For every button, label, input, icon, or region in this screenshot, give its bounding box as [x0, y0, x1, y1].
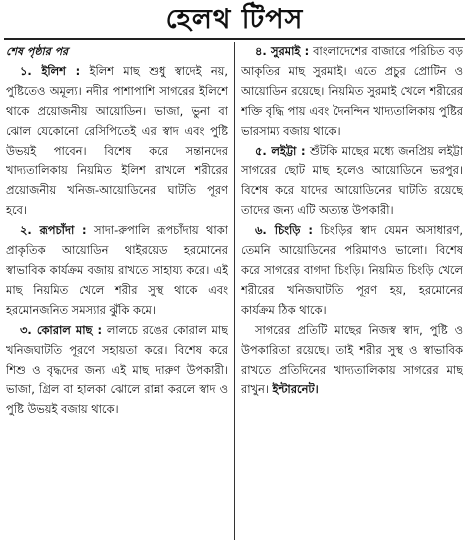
tip-rupchanda-heading: ২. রূপচাঁদা :: [20, 223, 87, 238]
tip-koral: [6, 321, 228, 421]
closing-body: সাগরের প্রতিটি মাছের নিজস্ব স্বাদ, পুষ্টি ও উপকারিতা রয়েছে। তাই শরীর সুস্থ ও স্বাভাবিক রাখতে প্রতিদিনের খাদ্যতালিকায় সাগরের মাছ রাখুন।: [241, 322, 463, 397]
tip-surmai-body: বাংলাদেশের বাজারে পরিচিত বড় আকৃতির মাছ সুরমাই। এতে প্রচুর প্রোটিন ও আয়োডিন রয়েছে। নিয়মিত সুরমাই খেলে শরীরের শক্তি বৃদ্ধি পায় এবং দৈনন্দিন খাদ্যতালিকায় পুষ্টির ভারসাম্য বজায় থাকে।: [241, 44, 463, 138]
banner: [4, 2, 465, 40]
right-column: [241, 42, 463, 540]
column-divider: [234, 42, 235, 540]
tip-ilish: [6, 62, 228, 221]
tip-chingri-body: চিংড়ির স্বাদ যেমন অসাধারণ, তেমনি আয়োডিনের পরিমাণও ভালো। বিশেষ করে সাগরের বাগদা চিংড়ি। নিয়মিত চিংড়ি খেলে শরীরের খনিজঘাটতি পূরণ হয়, হরমোনের কার্যক্রম ঠিক থাকে।: [241, 223, 463, 317]
tip-ilish-heading: ১. ইলিশ :: [20, 63, 81, 78]
tip-koral-heading: ৩. কোরাল মাছ :: [20, 322, 103, 337]
continued-note: শেষ পৃষ্ঠার পর: [6, 45, 69, 58]
source-credit: ইন্টারনেট।: [272, 382, 319, 397]
closing-paragraph: [241, 321, 463, 401]
tip-ilish-body: ইলিশ মাছ শুধু স্বাদেই নয়, পুষ্টিতেও অমূল্য। নদীর পাশাপাশি সাগরের ইলিশে থাকে প্রয়োজনীয় আয়োডিন। ভাজা, ভুনা বা ঝোল যেকোনো রেসিপিতেই এর স্বাদ এবং পুষ্টি উভয়ই পাবেন। বিশেষ করে সন্তানদের খাদ্যতালিকায় নিয়মিত ইলিশ রাখলে শরীরের প্রয়োজনীয় খনিজ-আয়োডিনের ঘাটতি পূরণ হবে।: [6, 63, 228, 218]
tip-chingri: [241, 221, 463, 321]
left-column: [6, 42, 228, 540]
tip-koral-body: লালচে রঙের কোরাল মাছ খনিজঘাটতি পূরণে সহায়তা করে। বিশেষ করে শিশু ও বৃদ্ধদের জন্য এই মাছ দারুণ উপকারী। ভাজা, গ্রিল বা হালকা ঝোলে রান্না করলে স্বাদ ও পুষ্টি উভয়ই বজায় থাকে।: [6, 322, 228, 417]
tip-loitta: [241, 142, 463, 222]
tip-surmai-heading: ৪. সুরমাই :: [255, 44, 310, 58]
tip-loitta-heading: ৫. লইট্টা :: [255, 143, 306, 158]
tip-surmai: [241, 42, 463, 142]
banner-title: হেলথ টিপস: [165, 4, 304, 35]
tip-rupchanda: [6, 221, 228, 321]
tip-loitta-body: শুঁটকি মাছের মধ্যে জনপ্রিয় লইট্টা সাগরের ছোট মাছ হলেও আয়োডিনে ভরপুর। বিশেষ করে যাদের আয়োডিনের ঘাটতি রয়েছে তাদের জন্য এটি অত্যন্ত উপকারী।: [241, 143, 463, 218]
tip-rupchanda-body: সাদা-রুপালি রূপচাঁদায় থাকা প্রাকৃতিক আয়োডিন থাইরয়েড হরমোনের স্বাভাবিক কার্যক্রম বজায় রাখতে সাহায্য করে। এই মাছ নিয়মিত খেলে শরীর সুস্থ থাকে এবং হরমোনজনিত সমস্যার ঝুঁকি কমে।: [6, 223, 228, 317]
tip-chingri-heading: ৬. চিংড়ি :: [255, 223, 313, 238]
